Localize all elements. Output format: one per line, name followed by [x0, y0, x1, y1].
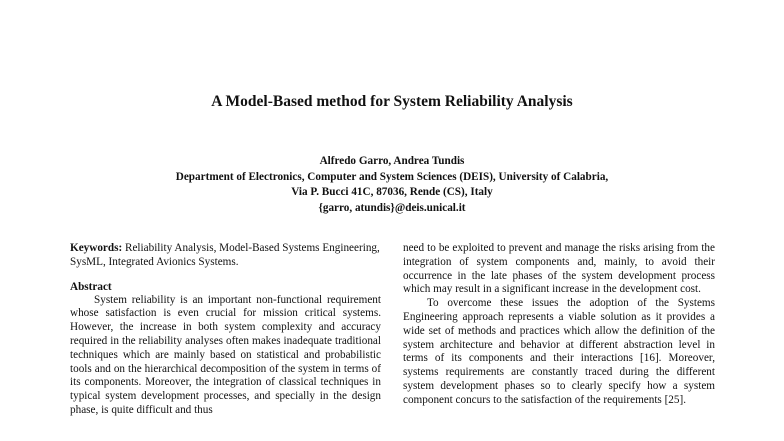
author-affiliation: Department of Electronics, Computer and System Sciences (DEIS), University of Calabria,	[175, 170, 609, 183]
author-names: Alfredo Garro, Andrea Tundis	[319, 155, 465, 167]
abstract-heading: Abstract	[70, 280, 112, 293]
body-paragraph-1: need to be exploited to prevent and manage the risks arising from the integration of system components and, mainly, to avoid their occurrence in the late phases of the system development process which may result in a significant increase in the development cost.	[403, 242, 715, 296]
keywords-text: Reliability Analysis, Model-Based Systems Engineering, SysML, Integrated Avionics Systems.	[70, 242, 380, 268]
author-address: Via P. Bucci 41C, 87036, Rende (CS), Italy	[291, 186, 493, 199]
abstract-text: System reliability is an important non-functional requirement whose satisfaction is even crucial for mission critical systems. However, the increase in both system complexity and accuracy required in the reliability analyses often makes inadequate traditional techniques which are mainly based on statistical and probabilistic tools and on the hierarchical decomposition of the system in terms of its components. Moreover, the integration of classical techniques in typical system development processes, and specially in the design phase, is quite difficult and thus	[70, 293, 381, 416]
paper-title: A Model-Based method for System Reliability Analysis	[211, 93, 573, 110]
right-column	[403, 242, 715, 408]
body-paragraph-2: To overcome these issues the adoption of the Systems Engineering approach represents a viable solution as it provides a wide set of methods and practices which allow the definition of the system architecture and behavior at different abstraction level in terms of its components and their interactions [16]. Moreover, systems requirements are constantly traced during the different system development phases so to clearly specify how a system component concurs to the satisfaction of the requirements [25].	[403, 297, 715, 406]
keywords	[70, 242, 381, 270]
author-block	[0, 154, 784, 216]
author-email: {garro, atundis}@deis.unical.it	[318, 201, 466, 214]
keywords-label: Keywords:	[70, 242, 123, 254]
left-column	[70, 242, 381, 418]
